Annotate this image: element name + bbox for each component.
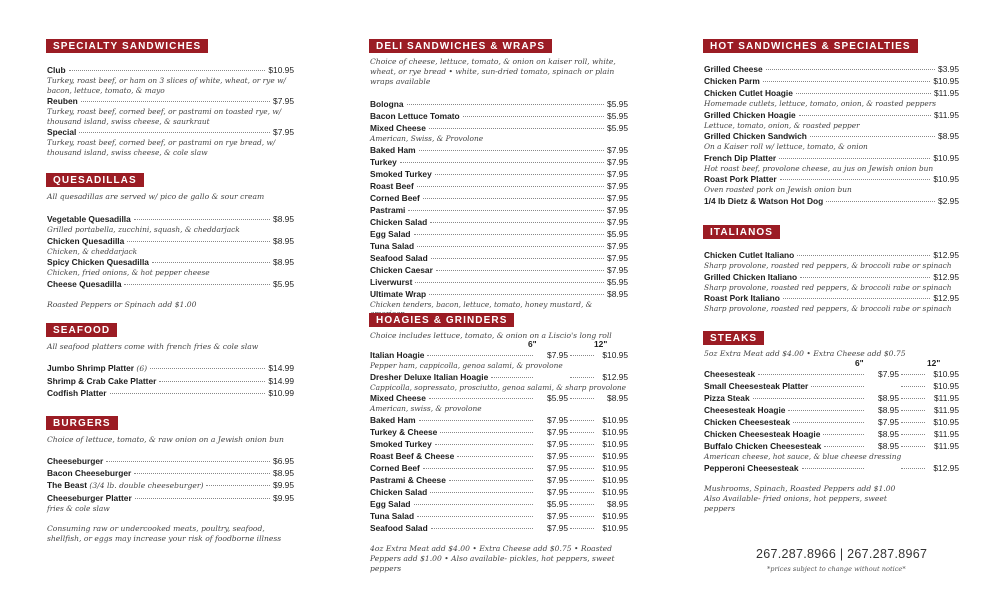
size-small: 6" [855,358,864,368]
item-price: $10.95 [933,174,959,184]
item-price-large: $8.95 [607,393,628,403]
item-name: Corned Beef [370,462,420,473]
menu-item [704,195,959,207]
item-price: $8.95 [273,468,294,478]
menu-item [370,498,628,510]
item-name: Smoked Turkey [370,438,432,449]
menu-item [370,371,628,383]
item-price: $9.95 [273,493,294,503]
item-price-large: $10.95 [933,381,959,391]
menu-item [370,414,628,426]
item-price: $7.95 [607,168,628,179]
menu-item [370,522,628,534]
item-price-large: $10.95 [933,369,959,379]
item-name: Bacon Lettuce Tomato [370,111,460,121]
item-name: Seafood Salad [370,522,428,533]
item-desc: Pepper ham, cappicolla, genoa salami, & provolone [370,361,563,370]
section-note: All seafood platters come with french fries & cole slaw [47,342,259,351]
item-desc: Chicken tenders, bacon, lettuce, tomato, honey mustard, & [370,299,593,309]
italianos-items [704,249,959,314]
item-desc: Lettuce, tomato, onion, & roasted pepper [704,120,860,130]
item-desc: Homemade cutlets, lettuce, tomato, onion, & roasted peppers [704,99,937,108]
menu-item [370,144,628,156]
item-name: Seafood Salad [370,252,428,263]
menu-item [370,240,628,252]
menu-item [370,216,628,228]
item-price-small: $5.95 [547,393,568,403]
section-header: HOAGIES & GRINDERS [369,313,514,327]
item-price: $7.95 [607,144,628,155]
menu-item [370,122,628,134]
menu-item [370,276,628,288]
menu-item [704,368,959,380]
item-price: $8.95 [938,131,959,141]
menu-item [370,426,628,438]
menu-item [47,95,294,107]
section-note: Choice includes lettuce, tomato, & onion on a Liscio's long roll [370,331,612,340]
item-name: Pastrami [370,204,406,215]
section-header: STEAKS [703,331,764,345]
item-price-large: $11.95 [934,393,959,403]
item-name: Grilled Chicken Sandwich [704,131,807,141]
menu-item [47,479,294,492]
menu-item [370,192,628,204]
quesadillas-section [47,170,294,310]
item-name: Turkey & Cheese [370,426,438,437]
item-name: Grilled Chicken Hoagie [704,109,796,120]
item-desc: Cappicolla, sopressato, prosciutto, genoa salami, & sharp provolone [370,382,627,392]
menu-item [47,375,294,387]
item-price-small: $7.95 [547,462,568,473]
item-price: $9.95 [273,480,294,490]
item-name: The Beast [47,480,88,490]
item-price-small: $7.95 [547,350,568,360]
menu-item [704,416,959,428]
item-price: $7.95 [273,127,294,137]
item-name: Roast Beef & Cheese [370,450,455,461]
item-price: $10.95 [933,152,959,163]
section-footer-note: Mushrooms, Spinach, Roasted Peppers add $1.00 Also Available- fried onions, hot peppers, sweet peppers [704,483,896,513]
item-price: $7.95 [607,216,628,227]
item-price: $7.95 [607,156,628,167]
item-price-small: $7.95 [547,414,568,425]
menu-item [47,126,294,138]
item-price-small: $7.95 [547,450,568,461]
item-name: Chicken Caesar [370,264,433,275]
item-price-large: $10.95 [602,426,628,437]
item-price-large: $10.95 [602,350,628,360]
item-name: Chicken Parm [704,76,760,86]
item-desc: Turkey, roast beef, corned beef, or pastrami on rye bread, w/ thousand island, swiss cheese, & cole slaw [47,138,276,157]
item-price-large: $8.95 [607,498,628,509]
item-price: $7.95 [607,204,628,215]
menu-item [370,180,628,192]
item-name: Tuna Salad [370,240,415,251]
item-name: Dresher Deluxe Italian Hoagie [370,371,489,382]
item-price: $2.95 [938,195,959,206]
menu-item [704,152,959,164]
item-price-large: $11.95 [934,441,959,451]
item-price: $8.95 [273,214,294,224]
menu-item [704,404,959,416]
size-small: 6" [528,339,537,349]
item-price-small: $7.95 [547,426,568,437]
menu-item [370,349,628,361]
item-name: Bacon Cheeseburger [47,468,132,478]
item-desc: Sharp provolone, roasted red peppers, & broccoli rabe or spinach [704,282,952,292]
hoagies-section [370,310,628,574]
item-price: $7.95 [607,252,628,263]
menu-item [370,228,628,240]
menu-item [370,168,628,180]
deli-items [370,98,628,319]
item-price: $5.95 [607,111,628,121]
item-name: Spicy Chicken Quesadilla [47,257,149,267]
item-price-small: $7.95 [547,510,568,521]
menu-item [370,486,628,498]
item-name: Liverwurst [370,276,413,287]
item-desc: Turkey, roast beef, corned beef, or pastrami on toasted rye, w/ thousand island, swiss cheese, & saurkraut [47,107,282,126]
menu-item [47,492,294,504]
item-name: Cheeseburger Platter [47,493,132,503]
item-qualifier: (3/4 lb. double cheeseburger) [89,481,204,490]
item-name: Jumbo Shrimp Platter [47,363,135,373]
item-name: Baked Ham [370,144,416,155]
menu-item [704,173,959,185]
item-name: Pizza Steak [704,393,750,403]
item-price-small: $7.95 [547,522,568,533]
item-price: $5.95 [607,123,628,133]
steaks-section [704,328,959,514]
italianos-section [704,222,959,314]
item-price: $7.95 [607,264,628,275]
item-desc: Chicken, fried onions, & hot pepper cheese [47,268,210,277]
item-qualifier: (6) [136,364,148,373]
item-name: Smoked Turkey [370,168,432,179]
menu-item [370,438,628,450]
item-name: Shrimp & Crab Cake Platter [47,376,157,386]
section-note: Choice of cheese, lettuce, tomato, & onion on kaiser roll, white, wheat, or rye bread • white, sun-dried tomato, spinach or plain wraps available [370,57,616,86]
menu-item [370,474,628,486]
item-name: Chicken Quesadilla [47,235,125,246]
item-name: Chicken Salad [370,216,428,227]
section-note: 5oz Extra Meat add $4.00 • Extra Cheese add $0.75 [704,349,906,358]
section-header: BURGERS [46,416,118,430]
item-price: $11.95 [934,88,959,98]
price-disclaimer: *prices subject to change without notice* [767,565,906,573]
section-header: SPECIALTY SANDWICHES [46,39,208,53]
health-warning: Consuming raw or undercooked meats, poultry, seafood, shellfish, or eggs may increase your risk of foodborne illness [47,523,282,543]
menu-item [370,156,628,168]
item-price-small: $7.95 [547,486,568,497]
item-price-large: $10.95 [602,462,628,473]
item-name: Chicken Cutlet Italiano [704,250,795,260]
section-header: DELI SANDWICHES & WRAPS [369,39,552,53]
item-price: $12.95 [933,271,959,282]
item-name: Club [47,65,66,75]
item-desc: American cheese, hot sauce, & blue cheese dressing [704,452,902,461]
specialty-sandwiches-section [47,36,294,157]
menu-item [704,292,959,304]
item-desc: Oven roasted pork on Jewish onion bun [704,185,852,194]
item-name: Buffalo Chicken Cheesesteak [704,441,822,451]
item-price-small: $8.95 [878,441,899,451]
item-name: Baked Ham [370,414,416,425]
item-price-small: $8.95 [878,405,899,415]
section-header: ITALIANOS [703,225,780,239]
seafood-section [47,320,294,399]
menu-item [704,249,959,261]
item-price-small: $7.95 [878,417,899,427]
item-name: French Dip Platter [704,152,777,163]
hoagie-items [370,349,628,534]
item-price: $8.95 [273,257,294,267]
item-price-small: $7.95 [547,474,568,485]
menu-item [370,98,628,110]
item-price: $11.95 [934,109,959,120]
item-name: Roast Pork Italiano [704,293,780,303]
item-name: Ultimate Wrap [370,288,427,299]
item-price: $5.95 [273,278,294,289]
item-price: $10.95 [933,76,959,86]
item-name: Pastrami & Cheese [370,474,446,485]
item-name: Cheesesteak Hoagie [704,405,786,415]
item-price: $10.99 [268,388,294,398]
burgers-section [47,413,294,544]
item-desc: Grilled portabella, zucchini, squash, & cheddarjack [47,225,240,234]
hot-items [704,63,959,207]
item-desc: fries & cole slaw [47,504,110,513]
item-desc: Sharp provolone, roasted red peppers, & broccoli rabe or spinach [704,261,952,270]
item-name: Codfish Platter [47,388,107,398]
menu-item [704,87,959,99]
item-name: Egg Salad [370,228,411,239]
item-price-large: $12.95 [602,371,628,382]
item-name: Cheese Quesadilla [47,278,122,289]
item-name: Bologna [370,99,404,109]
item-price-large: $10.95 [602,486,628,497]
item-name: Mixed Cheese [370,123,426,133]
item-price-small: $7.95 [878,369,899,379]
item-name: Chicken Cheesesteak [704,417,791,427]
size-header [704,358,959,368]
item-desc: Sharp provolone, roasted red peppers, & broccoli rabe or spinach [704,304,952,313]
item-price-large: $10.95 [602,510,628,521]
menu-item [370,264,628,276]
menu-item [704,440,959,452]
size-large: 12" [594,339,608,349]
menu-item [47,235,294,247]
item-name: 1/4 lb Dietz & Watson Hot Dog [704,195,824,206]
menu-item [47,256,294,268]
menu-item [370,510,628,522]
item-name: Grilled Chicken Italiano [704,271,798,282]
hot-sandwiches-section [704,36,959,207]
item-name: Turkey [370,156,397,167]
menu-item [370,252,628,264]
item-desc: American, swiss, & provolone [370,404,482,413]
item-price: $7.95 [607,180,628,191]
item-name: Cheeseburger [47,456,104,466]
item-price-large: $10.95 [602,522,628,533]
item-price-large: $10.95 [933,417,959,427]
item-name: Reuben [47,96,78,106]
menu-item [47,213,294,225]
item-price-large: $11.95 [934,429,959,439]
size-large: 12" [927,358,941,368]
section-header: HOT SANDWICHES & SPECIALTIES [703,39,918,53]
menu-item [704,392,959,404]
menu-item [704,380,959,392]
item-name: Roast Beef [370,180,414,191]
item-price-large: $10.95 [602,414,628,425]
item-price: $12.95 [933,293,959,303]
item-price: $6.95 [273,456,294,466]
menu-item [704,109,959,121]
item-price: $3.95 [938,64,959,74]
steak-items [704,368,959,474]
item-desc: On a Kaiser roll w/ lettuce, tomato, & onion [704,142,868,151]
menu-item [47,387,294,399]
item-desc: Turkey, roast beef, or ham on 3 slices of white, wheat, or rye w/ bacon, lettuce, tomato, & mayo [47,76,286,95]
menu-item [47,64,294,76]
menu-item [370,450,628,462]
item-name: Corned Beef [370,192,420,203]
menu-item [370,392,628,404]
item-name: Vegetable Quesadilla [47,214,131,224]
item-price-large: $12.95 [933,462,959,473]
section-note: Choice of lettuce, tomato, & raw onion on a Jewish onion bun [47,435,284,444]
item-name: Egg Salad [370,498,411,509]
item-desc: Hot roast beef, provolone cheese, au jus on Jewish onion bun [704,163,934,173]
menu-item [704,462,959,474]
item-price: $12.95 [933,250,959,260]
menu-item [704,130,959,142]
menu-item [370,110,628,122]
menu-item [370,462,628,474]
item-name: Tuna Salad [370,510,415,521]
item-name: Small Cheesesteak Platter [704,381,809,391]
section-footer-note: Roasted Peppers or Spinach add $1.00 [47,299,197,309]
item-name: Special [47,127,77,137]
item-price: $14.99 [268,363,294,373]
item-price: $14.99 [268,376,294,386]
menu-item [370,288,628,300]
item-name: Mixed Cheese [370,393,426,403]
menu-item [704,428,959,440]
item-price: $5.95 [607,276,628,287]
item-name: Chicken Salad [370,486,428,497]
menu-item [704,271,959,283]
item-price-large: $10.95 [602,474,628,485]
item-desc: American, Swiss, & Provolone [370,134,484,143]
menu-item [47,362,294,375]
item-price: $10.95 [268,65,294,75]
section-note: All quesadillas are served w/ pico de gallo & sour cream [47,192,265,201]
item-price: $7.95 [273,96,294,106]
menu-item [47,467,294,479]
item-price: $7.95 [607,240,628,251]
menu-item [47,455,294,467]
item-desc: Chicken, & cheddarjack [47,246,138,256]
item-price: $8.95 [273,235,294,246]
item-price: $5.95 [607,228,628,239]
item-price-small: $8.95 [878,429,899,439]
section-header: QUESADILLAS [46,173,144,187]
item-price-small: $7.95 [547,438,568,449]
item-price: $8.95 [607,288,628,299]
menu-item [704,63,959,75]
menu-item [704,75,959,87]
item-name: Grilled Cheese [704,64,763,74]
item-name: Cheesesteak [704,369,756,379]
deli-section [370,36,628,319]
item-price-large: $11.95 [934,405,959,415]
item-name: Pepperoni Cheesesteak [704,462,799,473]
item-price-large: $10.95 [602,438,628,449]
item-price-small: $5.95 [547,498,568,509]
item-name: Italian Hoagie [370,350,425,360]
menu-item [370,204,628,216]
item-price: $7.95 [607,192,628,203]
item-price-small: $8.95 [878,393,899,403]
item-name: Roast Pork Platter [704,174,777,184]
menu-item [47,278,294,290]
section-header: SEAFOOD [46,323,117,337]
item-price-large: $10.95 [602,450,628,461]
item-price: $5.95 [607,99,628,109]
item-name: Chicken Cutlet Hoagie [704,88,793,98]
item-name: Chicken Cheesesteak Hoagie [704,429,821,439]
section-footer-note: 4oz Extra Meat add $4.00 • Extra Cheese add $0.75 • Roasted Peppers add $1.00 • Also available- pickles, hot peppers, sweet peppers [370,543,615,573]
phone-numbers: 267.287.8966 | 267.287.8967 [756,547,928,561]
